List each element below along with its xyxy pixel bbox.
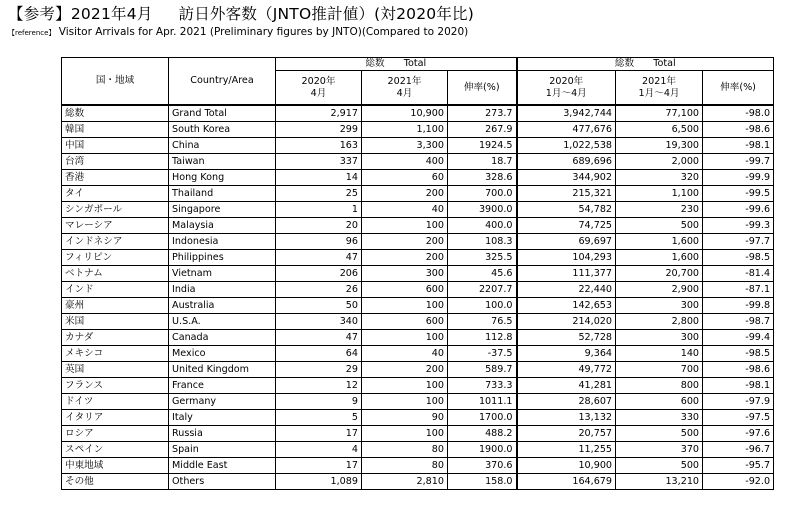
cell-growth-month: 158.0: [448, 474, 517, 490]
cell-2020-cumulative: 164,679: [517, 474, 616, 490]
cell-2021-cumulative: 1,600: [616, 250, 703, 266]
cell-2020-cumulative: 13,132: [517, 410, 616, 426]
table-row: [62, 330, 774, 346]
cell-growth-month: 1700.0: [448, 410, 517, 426]
cell-2021-cumulative: 13,210: [616, 474, 703, 490]
cell-growth-cumulative: -97.9: [703, 394, 774, 410]
table-row: [62, 282, 774, 298]
cell-growth-month: 3900.0: [448, 202, 517, 218]
country-name-en: Others: [169, 474, 276, 490]
cell-2021-month: 90: [362, 410, 448, 426]
cell-growth-month: 589.7: [448, 362, 517, 378]
country-name-ja: ドイツ: [62, 394, 169, 410]
cell-2021-cumulative: 370: [616, 442, 703, 458]
table-row: [62, 394, 774, 410]
country-name-ja: 韓国: [62, 122, 169, 138]
country-name-ja: 中国: [62, 138, 169, 154]
country-name-ja: スペイン: [62, 442, 169, 458]
cell-2020-cumulative: 9,364: [517, 346, 616, 362]
country-name-en: Canada: [169, 330, 276, 346]
cell-growth-cumulative: -98.0: [703, 105, 774, 122]
header-country-ja: 国・地域: [62, 58, 169, 106]
cell-2021-month: 600: [362, 282, 448, 298]
table-row: [62, 154, 774, 170]
header-2021-cumulative: 2021年 1月～4月: [616, 71, 703, 106]
country-name-en: Indonesia: [169, 234, 276, 250]
cell-2020-cumulative: 11,255: [517, 442, 616, 458]
cell-growth-month: 1011.1: [448, 394, 517, 410]
country-name-en: Philippines: [169, 250, 276, 266]
cell-2020-month: 20: [276, 218, 362, 234]
cell-2021-cumulative: 330: [616, 410, 703, 426]
cell-growth-month: 370.6: [448, 458, 517, 474]
cell-2020-month: 206: [276, 266, 362, 282]
subtitle-text: Visitor Arrivals for Apr. 2021 (Preliminary figures by JNTO)(Compared to 2020): [58, 26, 469, 38]
country-name-en: Taiwan: [169, 154, 276, 170]
cell-2020-cumulative: 1,022,538: [517, 138, 616, 154]
cell-2021-cumulative: 140: [616, 346, 703, 362]
table-row: [62, 234, 774, 250]
header-country-en: Country/Area: [169, 58, 276, 106]
cell-growth-cumulative: -87.1: [703, 282, 774, 298]
cell-2020-month: 14: [276, 170, 362, 186]
cell-2021-month: 600: [362, 314, 448, 330]
cell-2020-cumulative: 49,772: [517, 362, 616, 378]
country-name-en: Australia: [169, 298, 276, 314]
header-group-month: 総数 Total: [276, 58, 517, 71]
cell-2021-cumulative: 800: [616, 378, 703, 394]
cell-growth-month: 325.5: [448, 250, 517, 266]
cell-2021-cumulative: 500: [616, 218, 703, 234]
cell-growth-cumulative: -98.1: [703, 138, 774, 154]
cell-2021-month: 40: [362, 346, 448, 362]
table-row: [62, 426, 774, 442]
cell-2021-cumulative: 2,800: [616, 314, 703, 330]
table-row: [62, 362, 774, 378]
cell-2020-month: 64: [276, 346, 362, 362]
cell-growth-cumulative: -92.0: [703, 474, 774, 490]
cell-2021-cumulative: 300: [616, 330, 703, 346]
cell-2021-cumulative: 230: [616, 202, 703, 218]
cell-2020-month: 299: [276, 122, 362, 138]
table-row: [62, 442, 774, 458]
country-name-en: Germany: [169, 394, 276, 410]
cell-growth-cumulative: -81.4: [703, 266, 774, 282]
table-row: [62, 410, 774, 426]
cell-2021-cumulative: 500: [616, 426, 703, 442]
cell-growth-cumulative: -97.5: [703, 410, 774, 426]
country-name-ja: フランス: [62, 378, 169, 394]
cell-2021-cumulative: 1,600: [616, 234, 703, 250]
cell-2021-month: 60: [362, 170, 448, 186]
cell-2021-cumulative: 19,300: [616, 138, 703, 154]
cell-growth-cumulative: -99.3: [703, 218, 774, 234]
cell-2020-month: 47: [276, 330, 362, 346]
table-row: [62, 314, 774, 330]
table-row: [62, 266, 774, 282]
table-row: [62, 458, 774, 474]
table-row: [62, 218, 774, 234]
cell-2020-month: 5: [276, 410, 362, 426]
table-row: [62, 186, 774, 202]
country-name-ja: カナダ: [62, 330, 169, 346]
cell-growth-cumulative: -97.7: [703, 234, 774, 250]
header-2020-cumulative: 2020年 1月～4月: [517, 71, 616, 106]
cell-growth-month: 273.7: [448, 105, 517, 122]
country-name-ja: インドネシア: [62, 234, 169, 250]
cell-growth-month: 267.9: [448, 122, 517, 138]
cell-growth-month: 328.6: [448, 170, 517, 186]
cell-2021-month: 200: [362, 186, 448, 202]
country-name-ja: ロシア: [62, 426, 169, 442]
cell-2021-month: 10,900: [362, 105, 448, 122]
country-name-en: Mexico: [169, 346, 276, 362]
cell-2021-cumulative: 2,000: [616, 154, 703, 170]
title-date: 2021年4月: [70, 5, 153, 23]
cell-2020-cumulative: 52,728: [517, 330, 616, 346]
table-row: [62, 138, 774, 154]
country-name-ja: フィリピン: [62, 250, 169, 266]
country-name-ja: メキシコ: [62, 346, 169, 362]
cell-growth-cumulative: -98.1: [703, 378, 774, 394]
cell-2020-month: 29: [276, 362, 362, 378]
country-name-en: U.S.A.: [169, 314, 276, 330]
cell-2020-cumulative: 111,377: [517, 266, 616, 282]
cell-growth-month: 1900.0: [448, 442, 517, 458]
country-name-ja: 米国: [62, 314, 169, 330]
cell-2020-month: 340: [276, 314, 362, 330]
country-name-en: Spain: [169, 442, 276, 458]
cell-2021-cumulative: 700: [616, 362, 703, 378]
header-growth-month: 伸率(%): [448, 71, 517, 106]
cell-2021-cumulative: 1,100: [616, 186, 703, 202]
cell-growth-cumulative: -99.9: [703, 170, 774, 186]
cell-growth-cumulative: -99.6: [703, 202, 774, 218]
country-name-ja: その他: [62, 474, 169, 490]
cell-2020-cumulative: 20,757: [517, 426, 616, 442]
cell-2020-cumulative: 41,281: [517, 378, 616, 394]
cell-2021-month: 2,810: [362, 474, 448, 490]
country-name-ja: 台湾: [62, 154, 169, 170]
country-name-ja: イタリア: [62, 410, 169, 426]
cell-2020-cumulative: 689,696: [517, 154, 616, 170]
cell-2020-cumulative: 22,440: [517, 282, 616, 298]
cell-growth-month: 488.2: [448, 426, 517, 442]
title-prefix: 【参考】: [8, 5, 71, 23]
cell-2021-cumulative: 20,700: [616, 266, 703, 282]
header-growth-cumulative: 伸率(%): [703, 71, 774, 106]
cell-2021-cumulative: 2,900: [616, 282, 703, 298]
cell-2021-month: 100: [362, 330, 448, 346]
cell-2020-month: 2,917: [276, 105, 362, 122]
cell-2020-cumulative: 10,900: [517, 458, 616, 474]
cell-2020-month: 4: [276, 442, 362, 458]
cell-2021-month: 300: [362, 266, 448, 282]
cell-2021-month: 100: [362, 218, 448, 234]
country-name-en: Thailand: [169, 186, 276, 202]
country-name-en: Vietnam: [169, 266, 276, 282]
cell-growth-month: -37.5: [448, 346, 517, 362]
cell-growth-month: 400.0: [448, 218, 517, 234]
cell-2020-cumulative: 142,653: [517, 298, 616, 314]
cell-growth-cumulative: -95.7: [703, 458, 774, 474]
cell-growth-month: 18.7: [448, 154, 517, 170]
cell-growth-month: 112.8: [448, 330, 517, 346]
cell-2021-month: 80: [362, 458, 448, 474]
cell-2021-month: 200: [362, 250, 448, 266]
cell-2021-month: 100: [362, 298, 448, 314]
page-subtitle: [8, 26, 468, 38]
table-row: [62, 122, 774, 138]
country-name-en: Russia: [169, 426, 276, 442]
cell-2021-cumulative: 77,100: [616, 105, 703, 122]
cell-2021-month: 200: [362, 362, 448, 378]
country-name-en: United Kingdom: [169, 362, 276, 378]
country-name-ja: 英国: [62, 362, 169, 378]
cell-2021-cumulative: 6,500: [616, 122, 703, 138]
title-main: 訪日外客数（JNTO推計値）(対2020年比): [178, 5, 475, 23]
cell-2021-cumulative: 300: [616, 298, 703, 314]
country-name-ja: インド: [62, 282, 169, 298]
cell-growth-month: 108.3: [448, 234, 517, 250]
cell-2021-month: 3,300: [362, 138, 448, 154]
cell-2021-month: 80: [362, 442, 448, 458]
header-group-cumulative: 総数 Total: [517, 58, 774, 71]
cell-2021-month: 100: [362, 394, 448, 410]
cell-2020-cumulative: 54,782: [517, 202, 616, 218]
cell-2020-month: 47: [276, 250, 362, 266]
country-name-ja: 香港: [62, 170, 169, 186]
cell-2021-cumulative: 500: [616, 458, 703, 474]
header-2021-month: 2021年 4月: [362, 71, 448, 106]
header-2020-month: 2020年 4月: [276, 71, 362, 106]
cell-growth-month: 100.0: [448, 298, 517, 314]
country-name-en: Middle East: [169, 458, 276, 474]
cell-2020-cumulative: 69,697: [517, 234, 616, 250]
cell-growth-month: 1924.5: [448, 138, 517, 154]
country-name-ja: マレーシア: [62, 218, 169, 234]
cell-2020-month: 50: [276, 298, 362, 314]
cell-2020-month: 337: [276, 154, 362, 170]
country-name-en: Malaysia: [169, 218, 276, 234]
cell-growth-month: 733.3: [448, 378, 517, 394]
cell-2020-month: 1: [276, 202, 362, 218]
cell-2020-cumulative: 214,020: [517, 314, 616, 330]
cell-2021-month: 100: [362, 426, 448, 442]
country-name-en: Singapore: [169, 202, 276, 218]
cell-growth-month: 45.6: [448, 266, 517, 282]
cell-growth-month: 2207.7: [448, 282, 517, 298]
country-name-ja: シンガポール: [62, 202, 169, 218]
country-name-ja: ベトナム: [62, 266, 169, 282]
cell-growth-cumulative: -99.5: [703, 186, 774, 202]
country-name-ja: 総数: [62, 105, 169, 122]
cell-2020-cumulative: 28,607: [517, 394, 616, 410]
table-row: [62, 346, 774, 362]
reference-tag: 【reference】: [8, 29, 56, 37]
cell-growth-month: 76.5: [448, 314, 517, 330]
cell-growth-cumulative: -99.4: [703, 330, 774, 346]
country-name-en: Italy: [169, 410, 276, 426]
country-name-ja: 中東地域: [62, 458, 169, 474]
country-name-en: South Korea: [169, 122, 276, 138]
cell-growth-cumulative: -98.7: [703, 314, 774, 330]
country-name-ja: タイ: [62, 186, 169, 202]
country-name-en: Hong Kong: [169, 170, 276, 186]
cell-growth-cumulative: -99.8: [703, 298, 774, 314]
country-name-en: Grand Total: [169, 105, 276, 122]
cell-2020-month: 9: [276, 394, 362, 410]
cell-2020-month: 163: [276, 138, 362, 154]
country-name-en: India: [169, 282, 276, 298]
cell-2020-cumulative: 74,725: [517, 218, 616, 234]
cell-2020-month: 17: [276, 426, 362, 442]
cell-growth-month: 700.0: [448, 186, 517, 202]
cell-growth-cumulative: -98.5: [703, 250, 774, 266]
cell-2020-month: 26: [276, 282, 362, 298]
cell-growth-cumulative: -99.7: [703, 154, 774, 170]
cell-2021-cumulative: 320: [616, 170, 703, 186]
table-row: [62, 202, 774, 218]
cell-growth-cumulative: -98.6: [703, 122, 774, 138]
cell-growth-cumulative: -98.5: [703, 346, 774, 362]
cell-growth-cumulative: -98.6: [703, 362, 774, 378]
cell-2020-month: 25: [276, 186, 362, 202]
country-name-en: France: [169, 378, 276, 394]
cell-2021-month: 100: [362, 378, 448, 394]
cell-2020-month: 12: [276, 378, 362, 394]
cell-2020-cumulative: 344,902: [517, 170, 616, 186]
table-row: [62, 105, 774, 122]
cell-2020-month: 1,089: [276, 474, 362, 490]
cell-2020-cumulative: 477,676: [517, 122, 616, 138]
cell-2021-month: 400: [362, 154, 448, 170]
cell-2021-cumulative: 600: [616, 394, 703, 410]
country-name-en: China: [169, 138, 276, 154]
cell-2020-cumulative: 104,293: [517, 250, 616, 266]
cell-2021-month: 40: [362, 202, 448, 218]
cell-2021-month: 200: [362, 234, 448, 250]
table-row: [62, 298, 774, 314]
cell-2020-cumulative: 3,942,744: [517, 105, 616, 122]
cell-growth-cumulative: -97.6: [703, 426, 774, 442]
country-name-ja: 豪州: [62, 298, 169, 314]
visitor-arrivals-table: [61, 57, 774, 490]
table-row: [62, 170, 774, 186]
table-row: [62, 474, 774, 490]
cell-growth-cumulative: -96.7: [703, 442, 774, 458]
table-row: [62, 250, 774, 266]
page-title: [8, 2, 474, 24]
cell-2020-month: 17: [276, 458, 362, 474]
table-row: [62, 378, 774, 394]
cell-2020-month: 96: [276, 234, 362, 250]
cell-2020-cumulative: 215,321: [517, 186, 616, 202]
cell-2021-month: 1,100: [362, 122, 448, 138]
